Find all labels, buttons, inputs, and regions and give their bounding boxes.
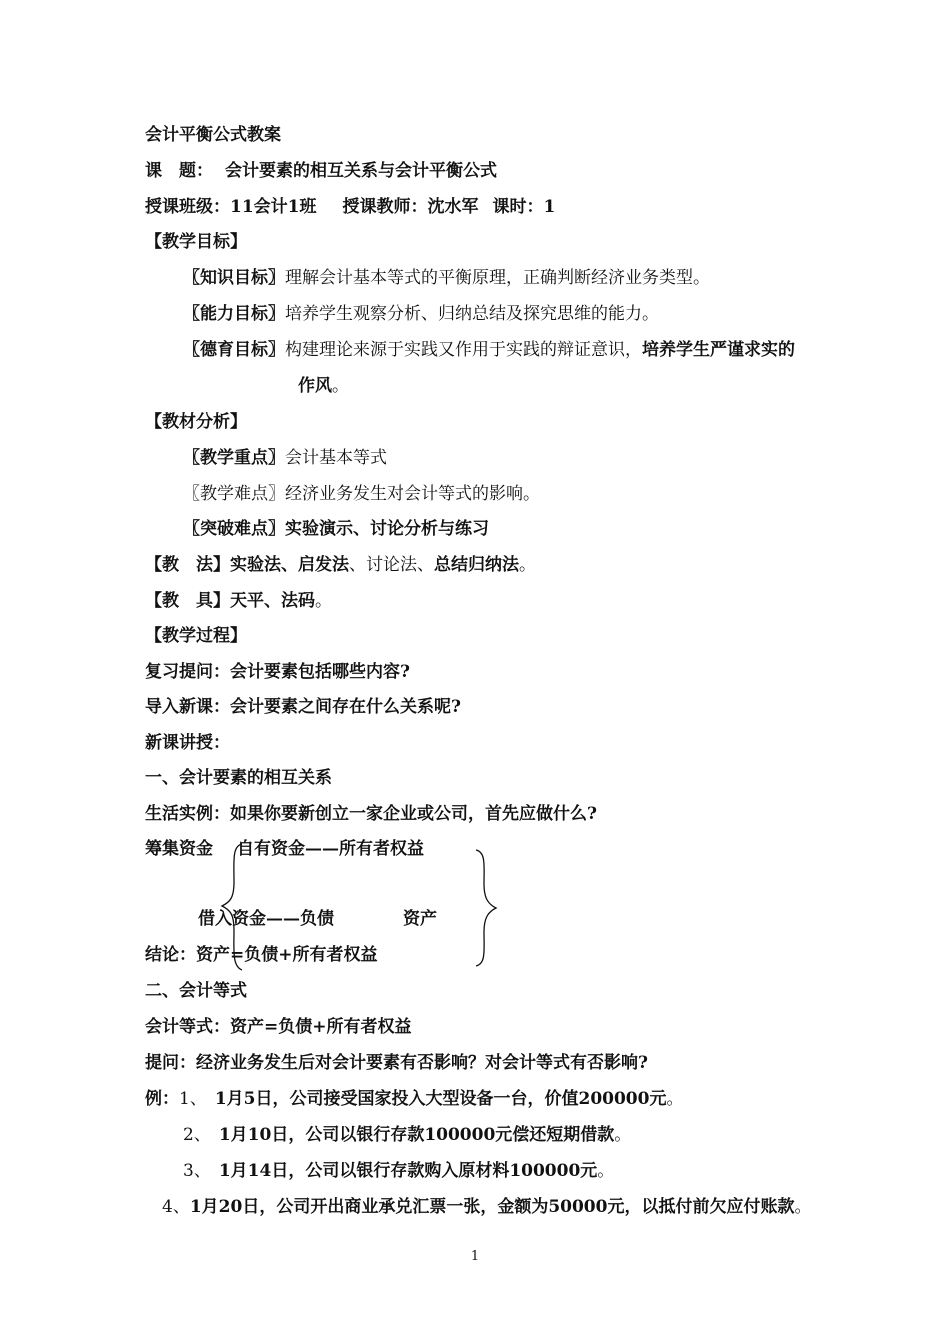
breakthrough-label: 〖突破难点〗 [183,519,285,539]
analysis-heading: 【教材分析】 [145,412,247,432]
borrowed-funds-label: 借入资金——负债 [198,909,334,929]
example-1-end: 。 [666,1089,684,1109]
teacher-value: 沈水军 [427,197,479,217]
example-1-text: 1月5日，公司接受国家投入大型设备一台，价值200000元 [214,1089,667,1109]
example-2 [183,1124,631,1146]
ability-label: 〖能力目标〗 [183,304,285,324]
section-1-heading: 一、会计要素的相互关系 [145,768,332,788]
difficulty-label: 〖教学难点〗 [183,484,285,504]
example-4-text: 1月20日，公司开出商业承兑汇票一张，金额为50000元，以抵付前欠应付账款 [189,1197,795,1217]
difficulty-text: 经济业务发生对会计等式的影响。 [285,484,540,504]
example-1-number: 1、 [179,1089,207,1109]
ability-goal [183,303,659,325]
moral-goal [183,339,795,361]
breakthrough-point [183,518,489,540]
class-label: 授课班级： [145,197,230,217]
example-3-end: 。 [597,1161,615,1181]
method-part-3: 总结归纳法 [434,555,519,575]
tools-label: 【教 具】 [145,591,230,611]
question-line: 提问：经济业务发生后对会计要素有否影响？对会计等式有否影响? [145,1053,648,1073]
conclusion: 结论：资产=负债+所有者权益 [145,945,378,965]
example-3-text: 1月14日，公司以银行存款购入原材料100000元 [218,1161,598,1181]
hours-value: 1 [543,197,556,217]
knowledge-label: 〖知识目标〗 [183,268,285,288]
teaching-method [145,554,536,576]
new-lesson: 新课讲授： [145,733,230,753]
hours-label: 课时： [492,197,544,217]
moral-text-2: 培养学生严谨求实的 [642,340,795,360]
life-example: 生活实例：如果你要新创立一家企业或公司，首先应做什么? [145,804,597,824]
key-text: 会计基本等式 [285,448,387,468]
knowledge-text: 理解会计基本等式的平衡原理，正确判断经济业务类型。 [285,268,710,288]
method-label: 【教 法】 [145,555,230,575]
moral-text-1: 构建理论来源于实践又作用于实践的辩证意识， [285,340,642,360]
intro-question: 导入新课：会计要素之间存在什么关系呢? [145,697,461,717]
moral-goal-continued [298,375,349,397]
knowledge-goal [183,267,710,289]
method-part-4: 。 [519,555,536,575]
topic-line [145,160,497,182]
tools-part-2: 。 [315,591,332,611]
teacher-label: 授课教师： [342,197,428,217]
example-3 [183,1160,614,1182]
example-4-end: 。 [794,1197,812,1217]
page-number: 1 [470,1249,480,1264]
example-2-end: 。 [614,1125,632,1145]
section-2-heading: 二、会计等式 [145,981,247,1001]
own-funds-label: 自有资金——所有者权益 [237,839,424,859]
goals-heading: 【教学目标】 [145,232,247,252]
example-4-number: 4、 [162,1197,190,1217]
breakthrough-text: 实验演示、讨论分析与练习 [285,519,489,539]
class-value: 11会计1班 [230,197,317,217]
right-brace-icon [472,848,502,968]
example-label: 例： [145,1089,179,1109]
accounting-equation: 会计等式：资产=负债+所有者权益 [145,1017,412,1037]
key-label: 〖教学重点〗 [183,448,285,468]
process-heading: 【教学过程】 [145,626,247,646]
tools-part-1: 天平、法码 [230,591,315,611]
moral-label: 〖德育目标〗 [183,340,285,360]
moral-text-4: 。 [332,376,349,396]
assets-label: 资产 [403,909,437,929]
key-point [183,447,387,469]
moral-text-3: 作风 [298,376,332,396]
example-2-number: 2、 [183,1125,211,1145]
example-3-number: 3、 [183,1161,211,1181]
document-title: 会计平衡公式教案 [145,125,281,145]
review-question: 复习提问：会计要素包括哪些内容? [145,662,410,682]
raise-funds-label: 筹集资金 [145,839,213,859]
teaching-tools [145,590,332,612]
method-part-1: 实验法、启发法 [230,555,349,575]
topic-label: 课 题： [145,161,213,181]
example-2-text: 1月10日，公司以银行存款100000元偿还短期借款 [218,1125,615,1145]
ability-text: 培养学生观察分析、归纳总结及探究思维的能力。 [285,304,659,324]
example-4 [162,1196,811,1218]
method-part-2: 、讨论法、 [349,555,434,575]
topic-value: 会计要素的相互关系与会计平衡公式 [225,161,497,181]
example-1 [145,1088,683,1110]
class-info-line [145,196,555,218]
difficulty-point [183,483,540,505]
